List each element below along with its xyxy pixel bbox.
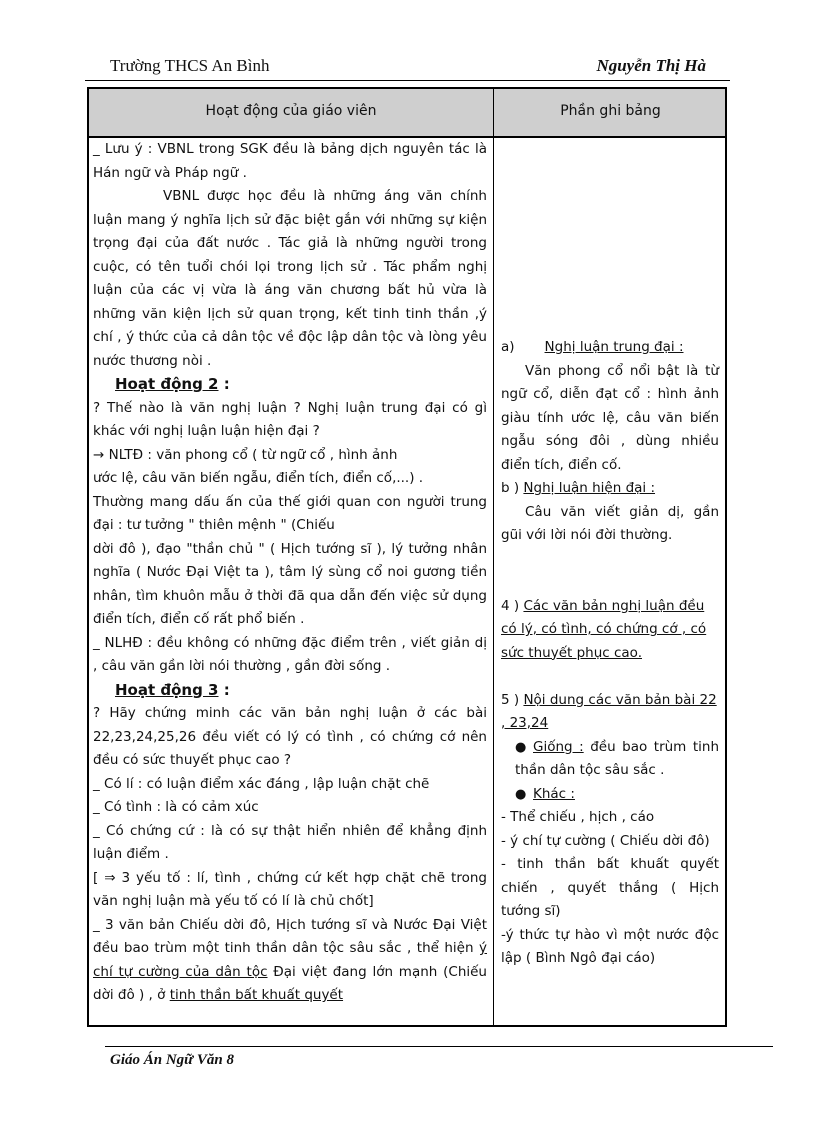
khac-the: - Thể chiếu , hịch , cáo [501,809,655,825]
co-chung-line: _ Có chứng cứ : là có sự thật hiển nhiên để khẳng định luận điểm . [93,822,487,862]
co-tinh-line: _ Có tình : là có cảm xúc [93,799,259,815]
column-divider [493,89,494,1025]
table-header-row [89,89,725,138]
header-school: Trường THCS An Bình [110,56,270,75]
khac-item: ● Khác : [501,783,719,807]
underlined-phrase: tinh thần bất khuất quyết [169,987,344,1003]
section-a-title: a) Nghị luận trung đại : [501,339,684,355]
nlhd-paragraph: _ NLHĐ : đều không có những đặc điểm trên , viết giản dị , câu văn gần lời nói thường , gần đời sống . [93,634,487,674]
section-a-text: Văn phong cổ nổi bật là từ ngữ cổ, diễn đạt cổ : hình ảnh giàu tính ước lệ, câu văn biến ngẫu sóng đôi , dùng nhiều điển tích, điển cố. [501,362,719,473]
bullet-icon: ● [515,739,527,755]
activity-3-heading: Hoạt động 3 : [115,680,230,699]
khac-y-chi: - ý chí tự cường ( Chiếu dời đô) [501,832,710,849]
khac-tinh-than: - tinh thần bất khuất quyết chiến , quyết thắng ( Hịch tướng sĩ) [501,856,719,919]
footer-title: Giáo Án Ngữ Văn 8 [110,1052,235,1068]
header-teacher-activity: Hoạt động của giáo viên [205,103,377,119]
section-5: 5 ) Nội dung các văn bản bài 22 , 23,24 [501,691,717,731]
intro-paragraph: VBNL được học đều là những áng văn chính luận mang ý nghĩa lịch sử đặc biệt gắn với những sự kiện trọng đại của đất nước . Tác giả là những người trong cuộc, có tên tuổi chói lọi trong lịch sử . Tác phẩm nghị luận của các vị vừa là áng văn chương bất hủ vừa là những văn kiện lịch sử quan trọng, kết tinh tinh thần ,ý chí , ý thức của cả dân tộc về độc lập dân tộc và lòng yêu nước thương nòi . [93,188,487,369]
lesson-table [87,87,727,1027]
note-paragraph: _ Lưu ý : VBNL trong SGK đều là bảng dịch nguyên tác là Hán ngữ và Pháp ngữ . [93,141,487,181]
co-li-line: _ Có lí : có luận điểm xác đáng , lập luận chặt chẽ [93,775,430,792]
header-author: Nguyễn Thị Hà [596,56,706,75]
board-notes-column [501,138,719,971]
activity-2-heading: Hoạt động 2 : [115,375,230,393]
teacher-activity-column [93,138,487,1008]
question-3: ? Hãy chứng minh các văn bản nghị luận ở các bài 22,23,24,25,26 đều viết có lý có tình , có chứng cớ nên đều có sức thuyết phục cao ? [93,705,487,768]
underlined-phrase: ý chí tự cường của dân tộc [93,940,487,980]
nltd-line-1: → NLTĐ : văn phong cổ ( từ ngữ cổ , hình ảnh [93,446,398,463]
nltd-line-3: Thường mang dấu ấn của thế giới quan con người trung đại : tư tưởng " thiên mệnh " (Chiếu [93,493,487,533]
header-board-notes: Phần ghi bảng [560,103,661,119]
three-texts-paragraph: _ 3 văn bản Chiếu dời đô, Hịch tướng sĩ và Nước Đại Việt đều bao trùm một tinh thần dân tộc sâu sắc , thể hiện ý chí tự cường của dân tộc Đại việt đang lớn mạnh (Chiếu dời đô ) , ở tinh thần bất khuất quyết [93,916,487,1003]
bullet-icon: ● [515,786,527,802]
section-4: 4 ) Các văn bản nghị luận đều có lý, có tình, có chứng cớ , có sức thuyết phục cao. [501,597,707,661]
question-2: ? Thế nào là văn nghị luận ? Nghị luận trung đại có gì khác với nghị luận luận hiện đại ? [93,399,487,439]
conclusion-bracket: [ ⇒ 3 yếu tố : lí, tình , chứng cứ kết hợp chặt chẽ trong văn nghị luận mà yếu tố có lí là chủ chốt] [93,869,487,909]
section-b-title: b ) Nghị luận hiện đại : [501,480,656,496]
nltd-line-2: ước lệ, câu văn biến ngẫu, điển tích, điển cố,...) . [93,470,424,486]
footer-rule [105,1046,773,1047]
khac-y-thuc: -ý thức tự hào vì một nước độc lập ( Bình Ngô đại cáo) [501,926,719,966]
header-rule [85,80,730,81]
section-b-text: Câu văn viết giản dị, gần gũi với lời nói đời thường. [501,503,719,543]
giong-item: ● Giống : đều bao trùm tinh thần dân tộc sâu sắc . [501,736,719,783]
nltd-line-4: dời đô ), đạo "thần chủ " ( Hịch tướng sĩ ), lý tưởng nhân nghĩa ( Nước Đại Việt ta ), tâm lý sùng cổ noi gương tiền nhân, tìm khuôn mẫu ở thời đã qua dẫn đến việc sử dụng điển tích, điển cố rất phổ biến . [93,540,487,627]
